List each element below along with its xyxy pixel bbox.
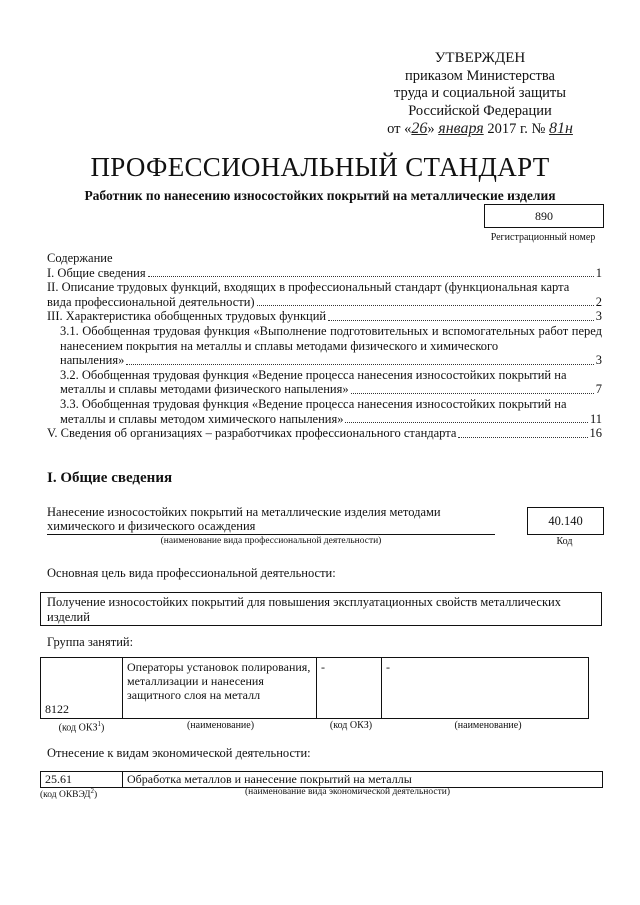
activity-caption: (наименование вида профессиональной деятельности) [160,536,382,546]
toc-item-page: 1 [595,265,602,280]
toc-item-page: 3 [595,309,602,324]
document-title: ПРОФЕССИОНАЛЬНЫЙ СТАНДАРТ [90,152,550,182]
toc-leader [328,320,594,321]
date-mid: » [427,121,435,137]
caption-okved-code: (код ОКВЭД$^2$) [40,787,98,801]
toc-item-page: 16 [589,426,602,441]
okz-code-cell-2: - [317,658,382,719]
group-label: Группа занятий: [47,635,134,649]
economic-activity-table [40,771,603,788]
toc-leader [345,422,587,423]
okved-name-cell: Обработка металлов и нанесение покрытий на металлы [123,772,603,788]
toc-item-text: 3.2. Обобщенная трудовая функция «Ведение процесса нанесения износостойких покрытий на [60,367,567,382]
toc-leader [458,437,587,438]
toc-item-text: 3.3. Обобщенная трудовая функция «Ведение процесса нанесения износостойких покрытий на [60,396,567,411]
activity-code-box: 40.140 [527,507,604,535]
purpose-box: Получение износостойких покрытий для повышения эксплуатационных свойств металлических изделий [40,592,602,626]
toc-item[interactable] [47,426,602,441]
activity-name: Нанесение износостойких покрытий на металлические изделия методами химического и физического осаждения [47,505,441,533]
toc-leader [126,364,593,365]
toc-item[interactable] [47,397,602,426]
toc-item[interactable] [47,324,602,368]
caption-okz-code: (код ОКЗ$^1$) [58,720,105,734]
toc-item-page: 11 [589,411,602,426]
date-suffix: 2017 г. № [487,121,546,137]
table-of-contents [47,251,602,441]
toc-item-page: 3 [595,353,602,368]
caption-okved-name: (наименование вида экономической деятельности) [245,787,450,797]
caption-okz-name: (наименование) [186,720,255,731]
caption-okz-code-2: (код ОКЗ) [329,720,373,731]
activity-underline [47,534,495,535]
toc-leader [257,305,594,306]
caption-okz-name-2: (наименование) [454,720,522,731]
toc-leader [351,393,594,394]
toc-item-page: 2 [595,294,602,309]
toc-item-text-cont: металлы и сплавы методами физического напыления» [60,382,349,397]
toc-item-page: 7 [595,382,602,397]
registration-number-box: 890 [484,204,604,228]
approval-line-1: приказом Министерства [405,67,555,84]
toc-item[interactable] [47,266,602,281]
approval-line-3: Российской Федерации [408,102,552,119]
econ-label: Отнесение к видам экономической деятельности: [47,746,311,760]
approval-title: УТВЕРЖДЕН [434,50,526,66]
date-month: января [438,120,484,137]
toc-item-text-cont: напыления» [60,353,125,368]
toc-item-text-cont: металлы и сплавы методом химического напыления» [60,411,344,426]
toc-item-text: V. Сведения об организациях – разработчиках профессионального стандарта [47,426,457,441]
date-day: 26 [411,120,428,137]
okz-name-cell: Операторы установок полирования, металлизации и нанесения защитного слоя на металл [123,658,317,719]
toc-heading: Содержание [47,251,113,265]
order-number: 81н [548,120,573,137]
document-subtitle: Работник по нанесению износостойких покрытий на металлические изделия [84,188,556,203]
section-heading: I. Общие сведения [47,470,173,486]
toc-leader [148,276,594,277]
toc-item-text-cont: вида профессиональной деятельности) [47,294,255,309]
toc-item-text: I. Общие сведения [47,265,146,280]
toc-item-text: III. Характеристика обобщенных трудовых функций [47,309,327,324]
activity-code-caption: Код [556,536,573,547]
okved-code-cell: 25.61 [41,772,123,788]
approval-date [360,120,600,139]
toc-item[interactable] [47,280,602,309]
okz-name-cell-2: - [382,658,589,719]
toc-item-text: II. Описание трудовых функций, входящих в профессиональный стандарт (функциональная карта [47,280,570,295]
toc-item-text: 3.1. Обобщенная трудовая функция «Выполнение подготовительных и вспомогательных работ перед нанесением покрытия на металлы и сплавы методами физического и химического [60,323,602,353]
approval-block [360,50,600,139]
toc-item[interactable] [47,309,602,324]
toc-item[interactable] [47,368,602,397]
purpose-label: Основная цель вида профессиональной деятельности: [47,566,336,580]
occupation-group-table [40,657,589,719]
approval-line-2: труда и социальной защиты [394,85,566,101]
registration-number-label: Регистрационный номер [490,232,596,243]
okz-code-cell: 8122 [41,658,123,719]
date-prefix: от « [387,121,412,137]
